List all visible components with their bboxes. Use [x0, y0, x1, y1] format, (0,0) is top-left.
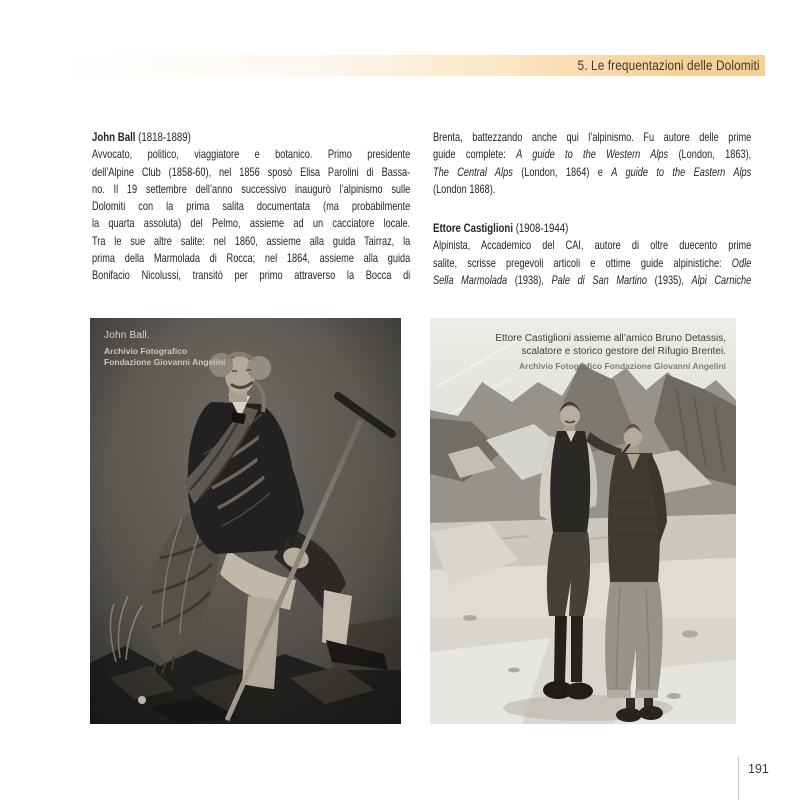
text-segment: Odle [731, 255, 752, 270]
text-line [92, 164, 410, 181]
paragraph-gap [433, 198, 751, 220]
text-line [433, 255, 751, 272]
caption-credit-line: Archivio Fotografico Fondazione Giovanni Angelini [519, 361, 726, 371]
text-segment: Pale di San Martino [551, 273, 648, 288]
text-segment: (1908-1944) [513, 221, 569, 236]
text-segment: Dolomiti con la prima salita documentata (ma probabilmente [92, 199, 411, 214]
text-segment: Avvocato, politico, viaggiatore e botanico. Primo presidente [92, 147, 411, 162]
text-segment: (1818-1889) [135, 130, 191, 144]
left-text-column [92, 129, 410, 285]
text-segment: prima della Marmolada di Rocca; nel 1864, assieme alla guida [92, 251, 411, 266]
john-ball-photo [90, 318, 401, 724]
text-line [92, 146, 410, 163]
text-segment: Ettore Castiglioni [433, 221, 514, 236]
text-segment: The Central Alps [433, 164, 513, 179]
castiglioni-detassis-photo [430, 318, 736, 724]
text-line [433, 272, 751, 289]
text-segment: no. Il 19 settembre dell’anno successivo inaugurò l’alpinismo sulle [92, 181, 411, 196]
text-segment: salite, scrisse pregevoli articoli e ottime guide alpinistiche: [433, 255, 732, 270]
entry-heading [92, 129, 410, 146]
text-segment: (London, 1864) e [512, 164, 612, 179]
text-line [433, 181, 751, 198]
text-line [92, 250, 410, 267]
caption-credit-line: Fondazione Giovanni Angelini [104, 357, 226, 367]
text-segment: Brenta, battezzando anche qui l’alpinismo. Fu autore delle prime [433, 130, 752, 144]
caption-title: John Ball. [104, 330, 150, 341]
text-segment: (London, 1863), [668, 147, 752, 162]
climbers-mountain-illustration [430, 318, 736, 724]
text-segment: la quarta assoluta) del Pelmo, assieme ad un cacciatore locale. [92, 216, 411, 231]
entry-heading [433, 220, 751, 237]
text-segment: (London 1868). [433, 181, 496, 196]
text-segment: A guide to the Western Alps [516, 147, 669, 162]
text-segment: Bonifacio Nicolussi, transitò per primo attraverso la Bocca di [92, 268, 411, 283]
text-line [433, 164, 751, 181]
text-segment: (1938), [507, 273, 552, 288]
text-segment: Tra le sue altre salite: nel 1860, assieme alla guida Tairraz, la [92, 233, 411, 248]
text-segment: Alpi Carniche [691, 273, 752, 288]
text-segment: Sella Marmolada [433, 273, 508, 288]
text-line [92, 267, 410, 284]
text-segment: A guide to the Eastern Alps [611, 164, 752, 179]
text-line [92, 181, 410, 198]
text-segment: Alpinista, Accademico del CAI, autore di oltre duecento prime [433, 238, 752, 253]
text-segment: dell’Alpine Club (1858-60), nel 1856 sposò Elisa Parolini di Bassa- [92, 164, 411, 179]
caption-line: scalatore e storico gestore del Rifugio Brentei. [521, 346, 726, 357]
right-text-column [433, 129, 751, 289]
caption-line: Ettore Castiglioni assieme all’amico Bruno Detassis, [495, 333, 726, 344]
text-line [433, 146, 751, 163]
text-line [92, 233, 410, 250]
text-line [92, 215, 410, 232]
page-number: 191 [748, 762, 769, 776]
text-segment: guide complete: [433, 147, 517, 162]
text-line [92, 198, 410, 215]
text-segment: John Ball [92, 130, 136, 144]
text-segment: (1935), [647, 273, 692, 288]
folio-rule [738, 757, 739, 800]
text-line [433, 129, 751, 146]
john-ball-portrait-illustration [90, 318, 401, 724]
chapter-header-bar [55, 55, 765, 76]
caption-credit-line: Archivio Fotografico [104, 346, 188, 356]
chapter-title: 5. Le frequentazioni delle Dolomiti [577, 58, 760, 73]
text-line [433, 237, 751, 254]
